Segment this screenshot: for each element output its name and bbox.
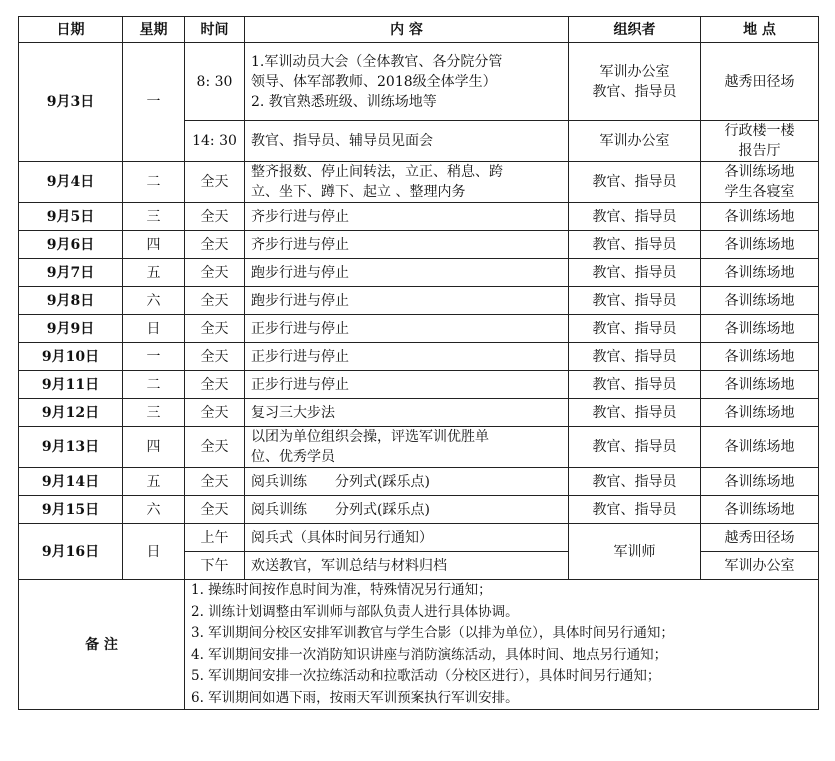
location-cell: 各训练场地: [701, 203, 819, 231]
note-item: 5. 军训期间安排一次拉练活动和拉歌活动（分校区进行），具体时间另行通知；: [191, 668, 661, 684]
time-cell: 上午: [185, 524, 245, 552]
time-cell: 全天: [185, 371, 245, 399]
table-row: [19, 162, 819, 203]
time-cell: 8: 30: [185, 43, 245, 121]
date-cell: 9月9日: [19, 315, 123, 343]
organizer-cell: 教官、指导员: [569, 203, 701, 231]
weekday-cell: 五: [123, 468, 185, 496]
location-cell: 各训练场地: [701, 259, 819, 287]
content-cell: 正步行进与停止: [245, 315, 569, 343]
weekday-cell: 四: [123, 231, 185, 259]
weekday-cell: 三: [123, 203, 185, 231]
time-cell: 全天: [185, 468, 245, 496]
header-row: [19, 17, 819, 43]
content-cell: 跑步行进与停止: [245, 287, 569, 315]
organizer-cell: 教官、指导员: [569, 231, 701, 259]
organizer-cell: 教官、指导员: [569, 259, 701, 287]
time-cell: 全天: [185, 496, 245, 524]
organizer-cell: 教官、指导员: [569, 287, 701, 315]
date-cell: 9月10日: [19, 343, 123, 371]
organizer-cell: 教官、指导员: [569, 468, 701, 496]
table-row: [19, 315, 819, 343]
organizer-cell: 教官、指导员: [569, 343, 701, 371]
location-cell: 军训办公室: [701, 552, 819, 580]
location-cell: 各训练场地: [701, 399, 819, 427]
location-cell: 各训练场地: [701, 468, 819, 496]
date-cell: 9月13日: [19, 427, 123, 468]
date-cell: 9月15日: [19, 496, 123, 524]
content-cell: 阅兵训练 分列式(踩乐点): [245, 468, 569, 496]
location-cell: 行政楼一楼 报告厅: [701, 121, 819, 162]
table-row: [19, 371, 819, 399]
time-cell: 全天: [185, 162, 245, 203]
date-cell: 9月8日: [19, 287, 123, 315]
content-cell: 正步行进与停止: [245, 343, 569, 371]
weekday-cell: 六: [123, 287, 185, 315]
content-cell: 教官、指导员、辅导员见面会: [245, 121, 569, 162]
header-location: 地 点: [701, 17, 819, 43]
weekday-cell: 一: [123, 43, 185, 162]
note-item: 3. 军训期间分校区安排军训教官与学生合影（以排为单位），具体时间另行通知；: [191, 625, 674, 641]
weekday-cell: 一: [123, 343, 185, 371]
content-cell: 跑步行进与停止: [245, 259, 569, 287]
organizer-cell: 军训办公室 教官、指导员: [569, 43, 701, 121]
table-row: [19, 231, 819, 259]
location-cell: 各训练场地: [701, 343, 819, 371]
time-cell: 全天: [185, 287, 245, 315]
time-cell: 14: 30: [185, 121, 245, 162]
time-cell: 全天: [185, 203, 245, 231]
organizer-cell: 教官、指导员: [569, 399, 701, 427]
date-cell: 9月6日: [19, 231, 123, 259]
content-cell: 1.军训动员大会（全体教官、各分院分管 领导、体军部教师、2018级全体学生） 2. 教官熟悉班级、训练场地等: [245, 43, 569, 121]
organizer-cell: 教官、指导员: [569, 427, 701, 468]
weekday-cell: 四: [123, 427, 185, 468]
date-cell: 9月4日: [19, 162, 123, 203]
training-schedule-table: [18, 16, 819, 710]
organizer-cell: 教官、指导员: [569, 162, 701, 203]
date-cell: 9月14日: [19, 468, 123, 496]
date-cell: 9月3日: [19, 43, 123, 162]
notes-label: 备 注: [19, 580, 185, 710]
note-item: 1. 操练时间按作息时间为准，特殊情况另行通知；: [191, 582, 492, 598]
table-row: [19, 43, 819, 121]
header-organizer: 组织者: [569, 17, 701, 43]
date-cell: 9月5日: [19, 203, 123, 231]
time-cell: 全天: [185, 315, 245, 343]
weekday-cell: 日: [123, 524, 185, 580]
location-cell: 各训练场地: [701, 371, 819, 399]
date-cell: 9月7日: [19, 259, 123, 287]
organizer-cell: 军训师: [569, 524, 701, 580]
content-cell: 阅兵式（具体时间另行通知）: [245, 524, 569, 552]
time-cell: 全天: [185, 427, 245, 468]
date-cell: 9月16日: [19, 524, 123, 580]
note-item: 4. 军训期间安排一次消防知识讲座与消防演练活动，具体时间、地点另行通知；: [191, 646, 668, 663]
header-weekday: 星期: [123, 17, 185, 43]
location-cell: 各训练场地: [701, 315, 819, 343]
daily-rows: [19, 162, 819, 524]
weekday-cell: 三: [123, 399, 185, 427]
time-cell: 下午: [185, 552, 245, 580]
location-cell: 各训练场地: [701, 427, 819, 468]
header-time: 时间: [185, 17, 245, 43]
time-cell: 全天: [185, 343, 245, 371]
weekday-cell: 五: [123, 259, 185, 287]
date-cell: 9月12日: [19, 399, 123, 427]
content-cell: 阅兵训练 分列式(踩乐点): [245, 496, 569, 524]
table-row: [19, 343, 819, 371]
location-cell: 各训练场地: [701, 496, 819, 524]
note-item: 6. 军训期间如遇下雨，按雨天军训预案执行军训安排。: [191, 689, 519, 706]
content-cell: 欢送教官，军训总结与材料归档: [245, 552, 569, 580]
table-row: [19, 496, 819, 524]
time-cell: 全天: [185, 259, 245, 287]
content-cell: 以团为单位组织会操，评选军训优胜单 位、优秀学员: [245, 427, 569, 468]
table-row: [19, 259, 819, 287]
organizer-cell: 军训办公室: [569, 121, 701, 162]
note-item: 2. 训练计划调整由军训师与部队负责人进行具体协调。: [191, 603, 519, 620]
content-cell: 整齐报数、停止间转法，立正、稍息、跨 立、坐下、蹲下、起立 、整理内务: [245, 162, 569, 203]
header-content: 内 容: [245, 17, 569, 43]
weekday-cell: 日: [123, 315, 185, 343]
location-cell: 越秀田径场: [701, 524, 819, 552]
date-cell: 9月11日: [19, 371, 123, 399]
table-row: [19, 524, 819, 552]
location-cell: 各训练场地: [701, 231, 819, 259]
weekday-cell: 二: [123, 162, 185, 203]
location-cell: 各训练场地: [701, 287, 819, 315]
table-row: [19, 203, 819, 231]
time-cell: 全天: [185, 231, 245, 259]
table-row: [19, 468, 819, 496]
location-cell: 各训练场地 学生各寝室: [701, 162, 819, 203]
notes-list: [185, 580, 819, 710]
organizer-cell: 教官、指导员: [569, 496, 701, 524]
content-cell: 正步行进与停止: [245, 371, 569, 399]
content-cell: 复习三大步法: [245, 399, 569, 427]
content-cell: 齐步行进与停止: [245, 203, 569, 231]
organizer-cell: 教官、指导员: [569, 371, 701, 399]
location-cell: 越秀田径场: [701, 43, 819, 121]
table-row: [19, 427, 819, 468]
table-row: [19, 287, 819, 315]
table-row: [19, 399, 819, 427]
organizer-cell: 教官、指导员: [569, 315, 701, 343]
time-cell: 全天: [185, 399, 245, 427]
weekday-cell: 二: [123, 371, 185, 399]
header-date: 日期: [19, 17, 123, 43]
weekday-cell: 六: [123, 496, 185, 524]
notes-row: [19, 580, 819, 710]
content-cell: 齐步行进与停止: [245, 231, 569, 259]
